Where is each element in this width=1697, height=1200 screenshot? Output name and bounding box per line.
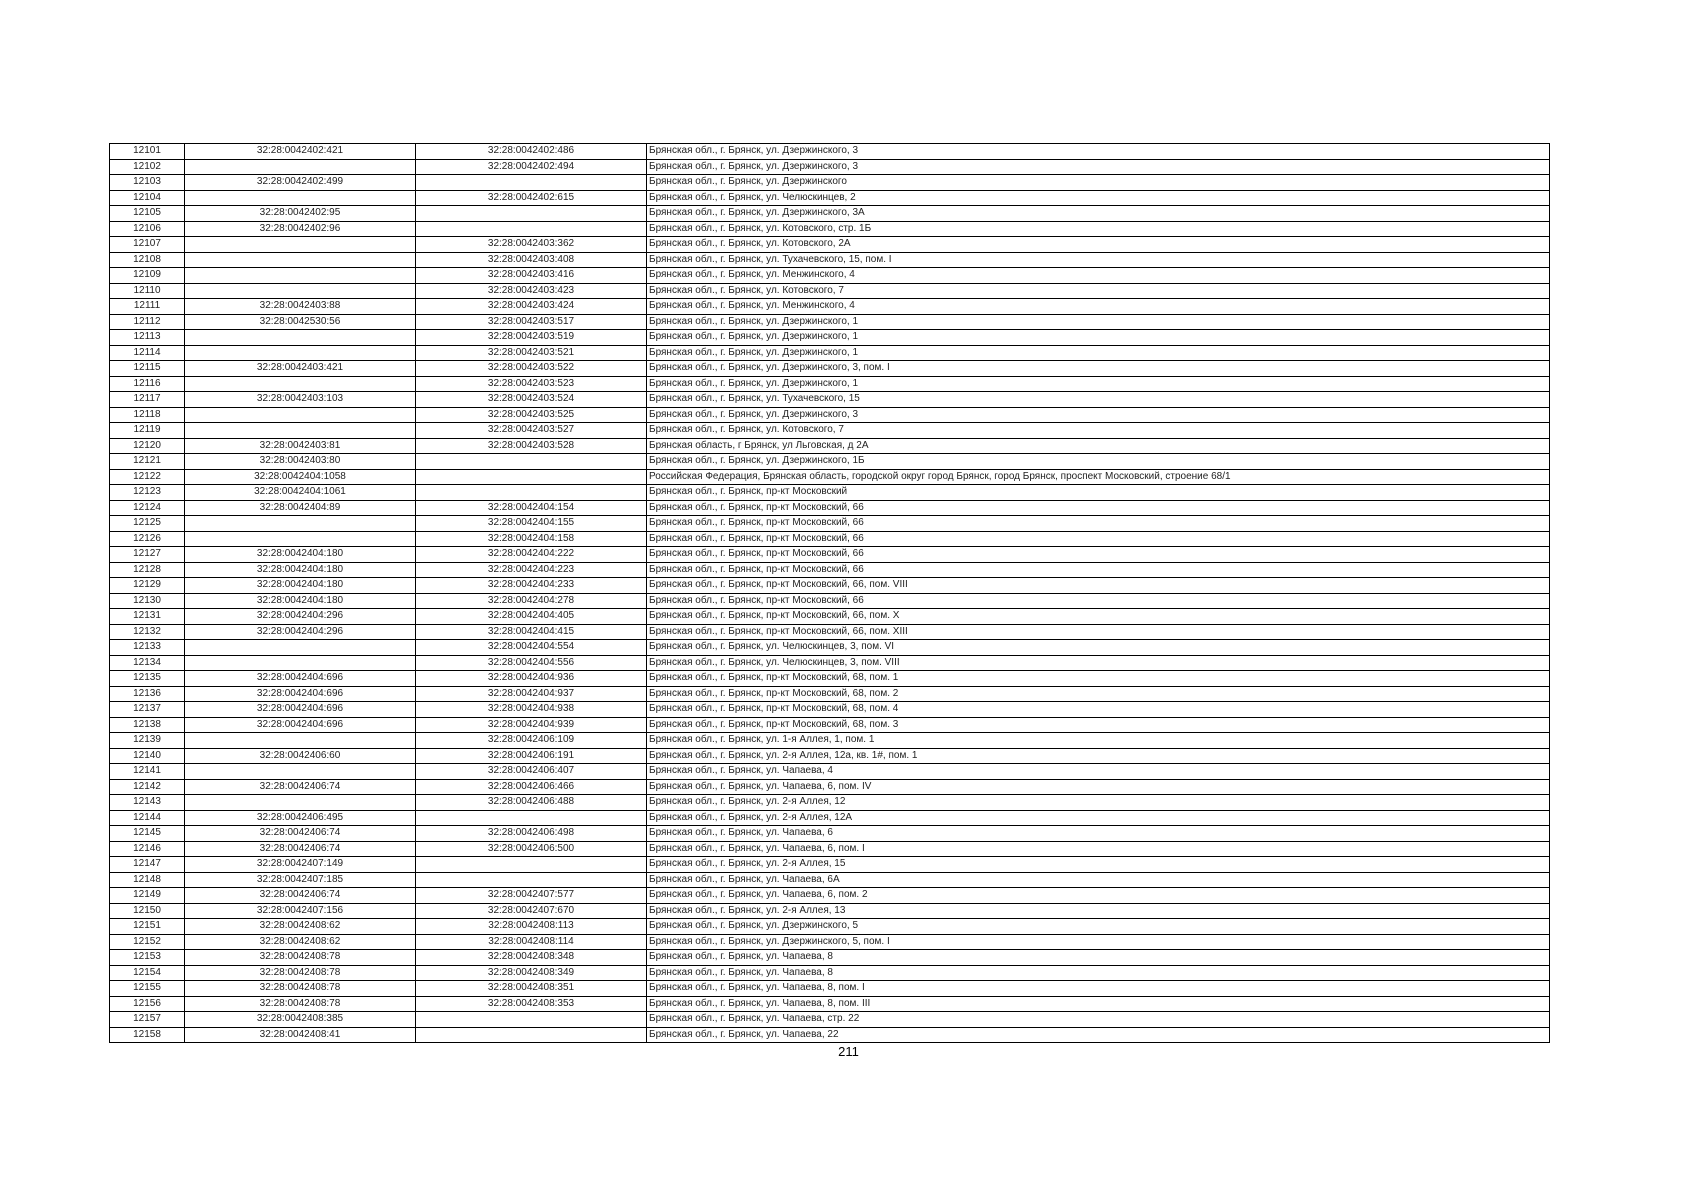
address-cell: Брянская обл., г. Брянск, пр-кт Московский, 66 — [647, 531, 1550, 547]
land-cadastral-number-cell: 32:28:0042403:81 — [185, 438, 416, 454]
building-cadastral-number-cell: 32:28:0042403:524 — [416, 392, 647, 408]
table-row — [110, 872, 1550, 888]
building-cadastral-number-cell: 32:28:0042406:498 — [416, 826, 647, 842]
building-cadastral-number-cell: 32:28:0042402:494 — [416, 159, 647, 175]
land-cadastral-number-cell: 32:28:0042408:78 — [185, 950, 416, 966]
table-row — [110, 376, 1550, 392]
building-cadastral-number-cell: 32:28:0042408:353 — [416, 996, 647, 1012]
land-cadastral-number-cell — [185, 252, 416, 268]
building-cadastral-number-cell — [416, 175, 647, 191]
land-cadastral-number-cell — [185, 159, 416, 175]
building-cadastral-number-cell: 32:28:0042404:223 — [416, 562, 647, 578]
building-cadastral-number-cell: 32:28:0042404:556 — [416, 655, 647, 671]
address-cell: Брянская обл., г. Брянск, ул. Дзержинского, 1 — [647, 330, 1550, 346]
building-cadastral-number-cell — [416, 485, 647, 501]
table-row — [110, 826, 1550, 842]
building-cadastral-number-cell: 32:28:0042403:517 — [416, 314, 647, 330]
row-number-cell: 12135 — [110, 671, 185, 687]
land-cadastral-number-cell — [185, 795, 416, 811]
land-cadastral-number-cell: 32:28:0042404:696 — [185, 686, 416, 702]
row-number-cell: 12117 — [110, 392, 185, 408]
row-number-cell: 12148 — [110, 872, 185, 888]
row-number-cell: 12157 — [110, 1012, 185, 1028]
row-number-cell: 12155 — [110, 981, 185, 997]
table-row — [110, 283, 1550, 299]
building-cadastral-number-cell: 32:28:0042404:278 — [416, 593, 647, 609]
building-cadastral-number-cell: 32:28:0042404:222 — [416, 547, 647, 563]
table-row — [110, 221, 1550, 237]
row-number-cell: 12102 — [110, 159, 185, 175]
land-cadastral-number-cell — [185, 531, 416, 547]
table-row — [110, 624, 1550, 640]
table-row — [110, 407, 1550, 423]
row-number-cell: 12116 — [110, 376, 185, 392]
row-number-cell: 12142 — [110, 779, 185, 795]
row-number-cell: 12133 — [110, 640, 185, 656]
row-number-cell: 12106 — [110, 221, 185, 237]
table-row — [110, 965, 1550, 981]
table-row — [110, 671, 1550, 687]
building-cadastral-number-cell: 32:28:0042408:348 — [416, 950, 647, 966]
land-cadastral-number-cell — [185, 330, 416, 346]
registry-table-body — [110, 144, 1550, 1043]
row-number-cell: 12107 — [110, 237, 185, 253]
table-row — [110, 1027, 1550, 1043]
address-cell: Брянская обл., г. Брянск, пр-кт Московский, 68, пом. 4 — [647, 702, 1550, 718]
row-number-cell: 12126 — [110, 531, 185, 547]
building-cadastral-number-cell — [416, 857, 647, 873]
row-number-cell: 12130 — [110, 593, 185, 609]
table-row — [110, 640, 1550, 656]
row-number-cell: 12132 — [110, 624, 185, 640]
table-row — [110, 392, 1550, 408]
address-cell: Брянская обл., г. Брянск, пр-кт Московский, 66 — [647, 500, 1550, 516]
address-cell: Брянская обл., г. Брянск, ул. Дзержинского, 3 — [647, 144, 1550, 160]
land-cadastral-number-cell: 32:28:0042408:62 — [185, 934, 416, 950]
address-cell: Брянская обл., г. Брянск, ул. Чапаева, 8 — [647, 965, 1550, 981]
address-cell: Брянская обл., г. Брянск, ул. Дзержинского, 5 — [647, 919, 1550, 935]
building-cadastral-number-cell: 32:28:0042404:936 — [416, 671, 647, 687]
land-cadastral-number-cell: 32:28:0042530:56 — [185, 314, 416, 330]
address-cell: Брянская обл., г. Брянск, ул. Чапаева, 6, пом. IV — [647, 779, 1550, 795]
land-cadastral-number-cell: 32:28:0042403:80 — [185, 454, 416, 470]
page-number: 211 — [838, 1044, 859, 1059]
table-row — [110, 268, 1550, 284]
table-row — [110, 934, 1550, 950]
table-row — [110, 469, 1550, 485]
address-cell: Брянская обл., г. Брянск, ул. Котовского, стр. 1Б — [647, 221, 1550, 237]
table-row — [110, 438, 1550, 454]
table-row — [110, 423, 1550, 439]
table-row — [110, 578, 1550, 594]
row-number-cell: 12114 — [110, 345, 185, 361]
building-cadastral-number-cell: 32:28:0042403:525 — [416, 407, 647, 423]
address-cell: Брянская обл., г. Брянск, пр-кт Московский, 66 — [647, 516, 1550, 532]
address-cell: Брянская обл., г. Брянск, ул. Дзержинского — [647, 175, 1550, 191]
building-cadastral-number-cell: 32:28:0042403:416 — [416, 268, 647, 284]
land-cadastral-number-cell: 32:28:0042408:78 — [185, 981, 416, 997]
table-row — [110, 345, 1550, 361]
address-cell: Брянская обл., г. Брянск, ул. Дзержинского, 3, пом. I — [647, 361, 1550, 377]
table-row — [110, 299, 1550, 315]
table-row — [110, 500, 1550, 516]
address-cell: Брянская обл., г. Брянск, ул. Чапаева, 8, пом. I — [647, 981, 1550, 997]
row-number-cell: 12124 — [110, 500, 185, 516]
row-number-cell: 12120 — [110, 438, 185, 454]
row-number-cell: 12105 — [110, 206, 185, 222]
row-number-cell: 12140 — [110, 748, 185, 764]
row-number-cell: 12121 — [110, 454, 185, 470]
land-cadastral-number-cell: 32:28:0042404:89 — [185, 500, 416, 516]
land-cadastral-number-cell: 32:28:0042407:156 — [185, 903, 416, 919]
address-cell: Брянская обл., г. Брянск, пр-кт Московский, 66 — [647, 562, 1550, 578]
address-cell: Брянская обл., г. Брянск, ул. Чапаева, 22 — [647, 1027, 1550, 1043]
row-number-cell: 12138 — [110, 717, 185, 733]
building-cadastral-number-cell: 32:28:0042406:500 — [416, 841, 647, 857]
land-cadastral-number-cell: 32:28:0042406:74 — [185, 826, 416, 842]
table-row — [110, 190, 1550, 206]
table-row — [110, 144, 1550, 160]
address-cell: Брянская обл., г. Брянск, пр-кт Московский, 68, пом. 1 — [647, 671, 1550, 687]
building-cadastral-number-cell: 32:28:0042404:158 — [416, 531, 647, 547]
land-cadastral-number-cell: 32:28:0042407:185 — [185, 872, 416, 888]
row-number-cell: 12108 — [110, 252, 185, 268]
land-cadastral-number-cell: 32:28:0042406:74 — [185, 841, 416, 857]
land-cadastral-number-cell — [185, 423, 416, 439]
building-cadastral-number-cell: 32:28:0042404:154 — [416, 500, 647, 516]
building-cadastral-number-cell — [416, 1027, 647, 1043]
land-cadastral-number-cell: 32:28:0042403:103 — [185, 392, 416, 408]
building-cadastral-number-cell — [416, 206, 647, 222]
address-cell: Брянская обл., г. Брянск, ул. 2-я Аллея, 15 — [647, 857, 1550, 873]
table-row — [110, 810, 1550, 826]
address-cell: Брянская обл., г. Брянск, ул. Дзержинского, 3 — [647, 407, 1550, 423]
table-row — [110, 237, 1550, 253]
building-cadastral-number-cell — [416, 810, 647, 826]
land-cadastral-number-cell — [185, 190, 416, 206]
building-cadastral-number-cell: 32:28:0042403:528 — [416, 438, 647, 454]
row-number-cell: 12127 — [110, 547, 185, 563]
table-row — [110, 206, 1550, 222]
row-number-cell: 12151 — [110, 919, 185, 935]
address-cell: Брянская обл., г. Брянск, ул. Тухачевского, 15 — [647, 392, 1550, 408]
row-number-cell: 12118 — [110, 407, 185, 423]
building-cadastral-number-cell — [416, 1012, 647, 1028]
table-row — [110, 159, 1550, 175]
table-row — [110, 841, 1550, 857]
address-cell: Брянская обл., г. Брянск, ул. 2-я Аллея, 12а, кв. 1#, пом. 1 — [647, 748, 1550, 764]
land-cadastral-number-cell: 32:28:0042407:149 — [185, 857, 416, 873]
building-cadastral-number-cell: 32:28:0042404:939 — [416, 717, 647, 733]
building-cadastral-number-cell: 32:28:0042407:670 — [416, 903, 647, 919]
address-cell: Брянская обл., г. Брянск, ул. 2-я Аллея, 13 — [647, 903, 1550, 919]
land-cadastral-number-cell — [185, 376, 416, 392]
building-cadastral-number-cell: 32:28:0042403:527 — [416, 423, 647, 439]
address-cell: Брянская обл., г. Брянск, ул. 1-я Аллея, 1, пом. 1 — [647, 733, 1550, 749]
land-cadastral-number-cell — [185, 516, 416, 532]
building-cadastral-number-cell — [416, 469, 647, 485]
land-cadastral-number-cell: 32:28:0042404:180 — [185, 593, 416, 609]
land-cadastral-number-cell: 32:28:0042404:296 — [185, 624, 416, 640]
land-cadastral-number-cell: 32:28:0042402:95 — [185, 206, 416, 222]
land-cadastral-number-cell: 32:28:0042404:1061 — [185, 485, 416, 501]
land-cadastral-number-cell — [185, 268, 416, 284]
building-cadastral-number-cell — [416, 454, 647, 470]
registry-table — [109, 143, 1550, 1043]
row-number-cell: 12128 — [110, 562, 185, 578]
table-row — [110, 609, 1550, 625]
address-cell: Брянская обл., г. Брянск, ул. Дзержинского, 5, пом. I — [647, 934, 1550, 950]
row-number-cell: 12143 — [110, 795, 185, 811]
address-cell: Брянская обл., г. Брянск, пр-кт Московский, 66, пом. X — [647, 609, 1550, 625]
address-cell: Брянская обл., г. Брянск, ул. Дзержинского, 1 — [647, 376, 1550, 392]
address-cell: Брянская обл., г. Брянск, ул. 2-я Аллея, 12А — [647, 810, 1550, 826]
address-cell: Брянская обл., г. Брянск, ул. Дзержинского, 1Б — [647, 454, 1550, 470]
row-number-cell: 12104 — [110, 190, 185, 206]
row-number-cell: 12112 — [110, 314, 185, 330]
building-cadastral-number-cell: 32:28:0042406:109 — [416, 733, 647, 749]
table-row — [110, 361, 1550, 377]
land-cadastral-number-cell — [185, 237, 416, 253]
row-number-cell: 12153 — [110, 950, 185, 966]
address-cell: Брянская обл., г. Брянск, ул. Челюскинцев, 3, пом. VIII — [647, 655, 1550, 671]
land-cadastral-number-cell: 32:28:0042404:180 — [185, 578, 416, 594]
land-cadastral-number-cell: 32:28:0042406:74 — [185, 888, 416, 904]
table-row — [110, 748, 1550, 764]
table-row — [110, 981, 1550, 997]
land-cadastral-number-cell: 32:28:0042403:421 — [185, 361, 416, 377]
address-cell: Брянская обл., г. Брянск, пр-кт Московский, 66 — [647, 593, 1550, 609]
table-row — [110, 485, 1550, 501]
table-row — [110, 454, 1550, 470]
land-cadastral-number-cell — [185, 407, 416, 423]
address-cell: Брянская обл., г. Брянск, ул. Чапаева, 6, пом. 2 — [647, 888, 1550, 904]
building-cadastral-number-cell: 32:28:0042407:577 — [416, 888, 647, 904]
address-cell: Брянская обл., г. Брянск, пр-кт Московский, 66, пом. XIII — [647, 624, 1550, 640]
land-cadastral-number-cell: 32:28:0042406:74 — [185, 779, 416, 795]
row-number-cell: 12149 — [110, 888, 185, 904]
address-cell: Брянская обл., г. Брянск, ул. Чапаева, 8 — [647, 950, 1550, 966]
land-cadastral-number-cell: 32:28:0042403:88 — [185, 299, 416, 315]
row-number-cell: 12110 — [110, 283, 185, 299]
land-cadastral-number-cell: 32:28:0042406:60 — [185, 748, 416, 764]
table-row — [110, 996, 1550, 1012]
land-cadastral-number-cell: 32:28:0042408:385 — [185, 1012, 416, 1028]
building-cadastral-number-cell: 32:28:0042402:615 — [416, 190, 647, 206]
row-number-cell: 12150 — [110, 903, 185, 919]
land-cadastral-number-cell: 32:28:0042404:180 — [185, 547, 416, 563]
land-cadastral-number-cell: 32:28:0042406:495 — [185, 810, 416, 826]
table-row — [110, 903, 1550, 919]
address-cell: Брянская обл., г. Брянск, ул. Челюскинцев, 2 — [647, 190, 1550, 206]
address-cell: Российская Федерация, Брянская область, городской округ город Брянск, город Брянск, проспект Московский, строение 68/1 — [647, 469, 1550, 485]
row-number-cell: 12119 — [110, 423, 185, 439]
building-cadastral-number-cell: 32:28:0042404:937 — [416, 686, 647, 702]
address-cell: Брянская обл., г. Брянск, ул. Котовского, 7 — [647, 283, 1550, 299]
row-number-cell: 12111 — [110, 299, 185, 315]
building-cadastral-number-cell: 32:28:0042408:349 — [416, 965, 647, 981]
row-number-cell: 12145 — [110, 826, 185, 842]
row-number-cell: 12152 — [110, 934, 185, 950]
table-row — [110, 686, 1550, 702]
land-cadastral-number-cell: 32:28:0042404:296 — [185, 609, 416, 625]
land-cadastral-number-cell: 32:28:0042402:421 — [185, 144, 416, 160]
row-number-cell: 12158 — [110, 1027, 185, 1043]
table-row — [110, 779, 1550, 795]
land-cadastral-number-cell: 32:28:0042402:96 — [185, 221, 416, 237]
row-number-cell: 12122 — [110, 469, 185, 485]
building-cadastral-number-cell: 32:28:0042406:191 — [416, 748, 647, 764]
table-row — [110, 733, 1550, 749]
land-cadastral-number-cell: 32:28:0042408:78 — [185, 996, 416, 1012]
land-cadastral-number-cell: 32:28:0042404:1058 — [185, 469, 416, 485]
building-cadastral-number-cell: 32:28:0042404:554 — [416, 640, 647, 656]
table-row — [110, 562, 1550, 578]
address-cell: Брянская обл., г. Брянск, ул. Чапаева, 8, пом. III — [647, 996, 1550, 1012]
table-row — [110, 531, 1550, 547]
building-cadastral-number-cell: 32:28:0042403:408 — [416, 252, 647, 268]
row-number-cell: 12137 — [110, 702, 185, 718]
land-cadastral-number-cell — [185, 345, 416, 361]
row-number-cell: 12136 — [110, 686, 185, 702]
address-cell: Брянская обл., г. Брянск, пр-кт Московский — [647, 485, 1550, 501]
land-cadastral-number-cell — [185, 640, 416, 656]
land-cadastral-number-cell: 32:28:0042404:696 — [185, 717, 416, 733]
row-number-cell: 12134 — [110, 655, 185, 671]
row-number-cell: 12115 — [110, 361, 185, 377]
row-number-cell: 12141 — [110, 764, 185, 780]
address-cell: Брянская обл., г. Брянск, ул. Челюскинцев, 3, пом. VI — [647, 640, 1550, 656]
row-number-cell: 12131 — [110, 609, 185, 625]
address-cell: Брянская обл., г. Брянск, пр-кт Московский, 68, пом. 2 — [647, 686, 1550, 702]
table-row — [110, 330, 1550, 346]
table-row — [110, 919, 1550, 935]
row-number-cell: 12101 — [110, 144, 185, 160]
address-cell: Брянская обл., г. Брянск, пр-кт Московский, 68, пом. 3 — [647, 717, 1550, 733]
building-cadastral-number-cell: 32:28:0042408:113 — [416, 919, 647, 935]
building-cadastral-number-cell: 32:28:0042403:519 — [416, 330, 647, 346]
building-cadastral-number-cell: 32:28:0042406:488 — [416, 795, 647, 811]
row-number-cell: 12129 — [110, 578, 185, 594]
building-cadastral-number-cell: 32:28:0042404:233 — [416, 578, 647, 594]
address-cell: Брянская обл., г. Брянск, ул. Дзержинского, 3А — [647, 206, 1550, 222]
building-cadastral-number-cell: 32:28:0042403:522 — [416, 361, 647, 377]
row-number-cell: 12125 — [110, 516, 185, 532]
row-number-cell: 12109 — [110, 268, 185, 284]
address-cell: Брянская обл., г. Брянск, ул. Котовского, 7 — [647, 423, 1550, 439]
address-cell: Брянская обл., г. Брянск, ул. Дзержинского, 3 — [647, 159, 1550, 175]
building-cadastral-number-cell: 32:28:0042402:486 — [416, 144, 647, 160]
address-cell: Брянская обл., г. Брянск, ул. Котовского, 2А — [647, 237, 1550, 253]
row-number-cell: 12123 — [110, 485, 185, 501]
address-cell: Брянская обл., г. Брянск, ул. Дзержинского, 1 — [647, 314, 1550, 330]
row-number-cell: 12144 — [110, 810, 185, 826]
row-number-cell: 12139 — [110, 733, 185, 749]
table-row — [110, 702, 1550, 718]
table-row — [110, 857, 1550, 873]
table-row — [110, 795, 1550, 811]
building-cadastral-number-cell: 32:28:0042404:938 — [416, 702, 647, 718]
row-number-cell: 12147 — [110, 857, 185, 873]
land-cadastral-number-cell: 32:28:0042408:78 — [185, 965, 416, 981]
building-cadastral-number-cell: 32:28:0042406:407 — [416, 764, 647, 780]
building-cadastral-number-cell: 32:28:0042406:466 — [416, 779, 647, 795]
address-cell: Брянская обл., г. Брянск, ул. 2-я Аллея, 12 — [647, 795, 1550, 811]
building-cadastral-number-cell: 32:28:0042403:362 — [416, 237, 647, 253]
table-row — [110, 1012, 1550, 1028]
land-cadastral-number-cell — [185, 283, 416, 299]
row-number-cell: 12146 — [110, 841, 185, 857]
land-cadastral-number-cell: 32:28:0042408:62 — [185, 919, 416, 935]
land-cadastral-number-cell: 32:28:0042404:696 — [185, 671, 416, 687]
row-number-cell: 12154 — [110, 965, 185, 981]
table-row — [110, 888, 1550, 904]
address-cell: Брянская обл., г. Брянск, ул. Дзержинского, 1 — [647, 345, 1550, 361]
address-cell: Брянская обл., г. Брянск, ул. Чапаева, 6 — [647, 826, 1550, 842]
table-row — [110, 547, 1550, 563]
table-row — [110, 950, 1550, 966]
building-cadastral-number-cell — [416, 872, 647, 888]
building-cadastral-number-cell: 32:28:0042403:523 — [416, 376, 647, 392]
table-row — [110, 175, 1550, 191]
address-cell: Брянская обл., г. Брянск, пр-кт Московский, 66, пом. VIII — [647, 578, 1550, 594]
land-cadastral-number-cell — [185, 764, 416, 780]
building-cadastral-number-cell: 32:28:0042403:521 — [416, 345, 647, 361]
table-row — [110, 717, 1550, 733]
address-cell: Брянская область, г Брянск, ул Льговская, д 2А — [647, 438, 1550, 454]
land-cadastral-number-cell: 32:28:0042408:41 — [185, 1027, 416, 1043]
building-cadastral-number-cell: 32:28:0042408:351 — [416, 981, 647, 997]
row-number-cell: 12103 — [110, 175, 185, 191]
building-cadastral-number-cell — [416, 221, 647, 237]
land-cadastral-number-cell: 32:28:0042404:180 — [185, 562, 416, 578]
building-cadastral-number-cell: 32:28:0042404:155 — [416, 516, 647, 532]
building-cadastral-number-cell: 32:28:0042403:424 — [416, 299, 647, 315]
table-row — [110, 516, 1550, 532]
address-cell: Брянская обл., г. Брянск, ул. Чапаева, 6А — [647, 872, 1550, 888]
address-cell: Брянская обл., г. Брянск, ул. Менжинского, 4 — [647, 299, 1550, 315]
building-cadastral-number-cell: 32:28:0042404:405 — [416, 609, 647, 625]
address-cell: Брянская обл., г. Брянск, ул. Чапаева, стр. 22 — [647, 1012, 1550, 1028]
building-cadastral-number-cell: 32:28:0042403:423 — [416, 283, 647, 299]
land-cadastral-number-cell — [185, 655, 416, 671]
building-cadastral-number-cell: 32:28:0042408:114 — [416, 934, 647, 950]
row-number-cell: 12156 — [110, 996, 185, 1012]
table-row — [110, 655, 1550, 671]
table-row — [110, 314, 1550, 330]
table-row — [110, 593, 1550, 609]
table-row — [110, 252, 1550, 268]
address-cell: Брянская обл., г. Брянск, ул. Менжинского, 4 — [647, 268, 1550, 284]
land-cadastral-number-cell: 32:28:0042404:696 — [185, 702, 416, 718]
table-row — [110, 764, 1550, 780]
land-cadastral-number-cell — [185, 733, 416, 749]
address-cell: Брянская обл., г. Брянск, ул. Чапаева, 4 — [647, 764, 1550, 780]
row-number-cell: 12113 — [110, 330, 185, 346]
address-cell: Брянская обл., г. Брянск, ул. Чапаева, 6, пом. I — [647, 841, 1550, 857]
address-cell: Брянская обл., г. Брянск, ул. Тухачевского, 15, пом. I — [647, 252, 1550, 268]
address-cell: Брянская обл., г. Брянск, пр-кт Московский, 66 — [647, 547, 1550, 563]
land-cadastral-number-cell: 32:28:0042402:499 — [185, 175, 416, 191]
building-cadastral-number-cell: 32:28:0042404:415 — [416, 624, 647, 640]
